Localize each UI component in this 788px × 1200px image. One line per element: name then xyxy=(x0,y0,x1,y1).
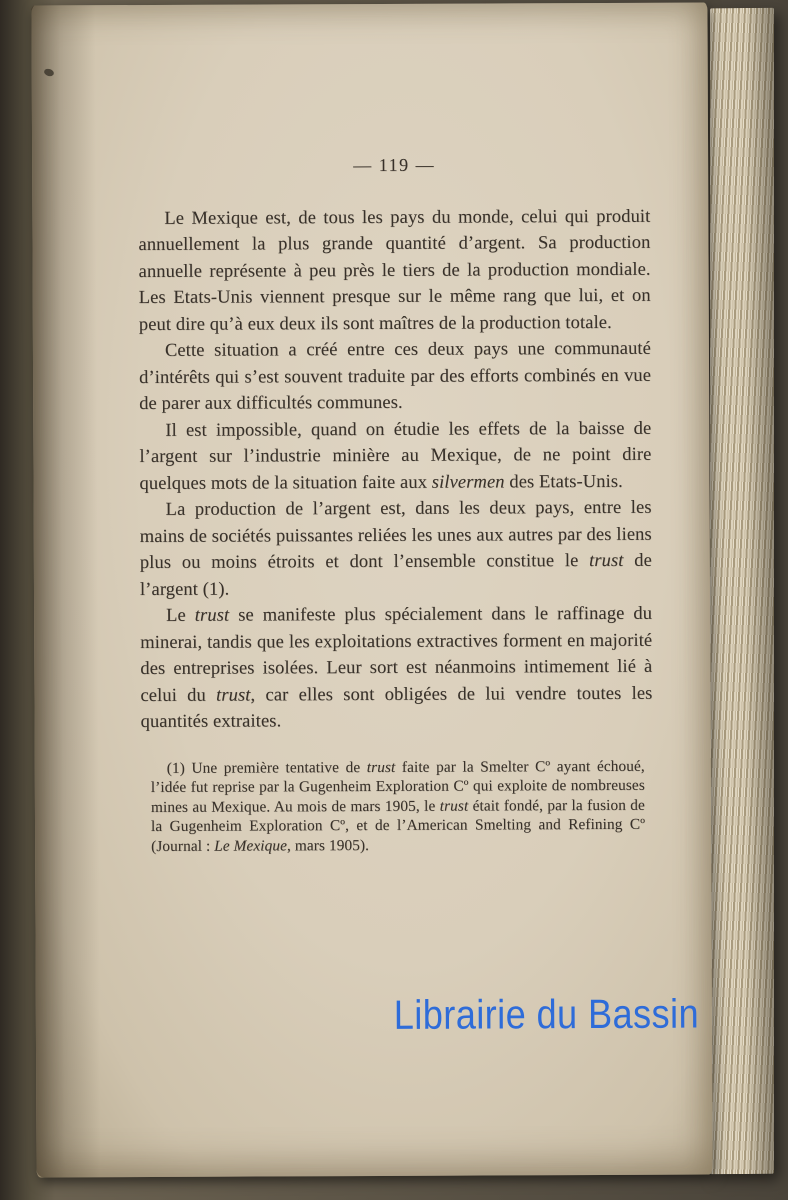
text-segment: Cette situation a créé entre ces deux pays une communauté d’intérêts qui s’est souvent traduite par des efforts combinés en vue de parer aux difficultés communes. xyxy=(139,338,652,415)
text-block xyxy=(138,151,653,857)
italic-text: Le Mexique xyxy=(214,837,288,855)
paragraph xyxy=(139,415,651,497)
italic-text: trust xyxy=(589,550,624,572)
paragraph xyxy=(140,601,653,736)
body-text xyxy=(138,203,652,735)
text-segment: , mars 1905). xyxy=(286,836,370,855)
paragraph xyxy=(140,495,652,603)
text-segment: de l’argent (1). xyxy=(139,550,652,600)
text-segment: (1) Une première tentative de xyxy=(166,758,367,777)
book-page xyxy=(31,3,712,1178)
text-segment: , car elles sont obligées de lui vendre toutes les quantités extraites. xyxy=(140,683,653,733)
text-segment: Le xyxy=(166,605,195,626)
text-segment: Le Mexique est, de tous les pays du monde, celui qui produit annuellement la plus grande quantité d’argent. Sa production annuelle représente à peu près le tiers de la production mondiale. Les Etats-Unis viennent presque sur le même rang que lui, et on peut dire qu’à eux deux ils sont maîtres de la production totale. xyxy=(138,206,651,335)
page-number: — 119 — xyxy=(353,154,436,176)
text-segment: des Etats-Unis. xyxy=(504,471,623,492)
text-segment: était fondé, par la fusion de la Gugenheim Exploration Cº, et de l’American Smelting and Refining Cº (Journal : xyxy=(150,796,646,855)
italic-text: trust xyxy=(366,758,396,776)
watermark: Librairie du Bassin xyxy=(393,990,700,1038)
footnote xyxy=(151,756,645,856)
text-segment: se manifeste plus spécialement dans le raffinage du minerai, tandis que les exploitations extractives forment en majorité des entreprises isolées. Leur sort est néanmoins intimement lié à celui du xyxy=(140,603,653,706)
italic-text: trust xyxy=(439,797,469,815)
text-segment: Il est impossible, quand on étudie les effets de la baisse de l’argent sur l’industrie minière au Mexique, de ne point dire quelques mots de la situation faite aux xyxy=(139,418,652,494)
italic-text: trust xyxy=(216,685,251,706)
italic-text: trust xyxy=(194,605,230,626)
text-segment: La production de l’argent est, dans les deux pays, entre les mains de sociétés puissantes reliées les unes aux autres par des liens plus ou moins étroits et dont l’ensemble constitue le xyxy=(139,497,652,574)
paragraph xyxy=(139,336,651,418)
italic-text: silvermen xyxy=(431,471,505,493)
page-edges xyxy=(710,8,774,1174)
text-segment: faite par la Smelter Cº ayant échoué, l’idée fut reprise par la Gugenheim Exploration Cº qui exploite de nombreuses mines au Mexique. Au mois de mars 1905, le xyxy=(150,757,645,816)
paragraph xyxy=(138,203,651,338)
